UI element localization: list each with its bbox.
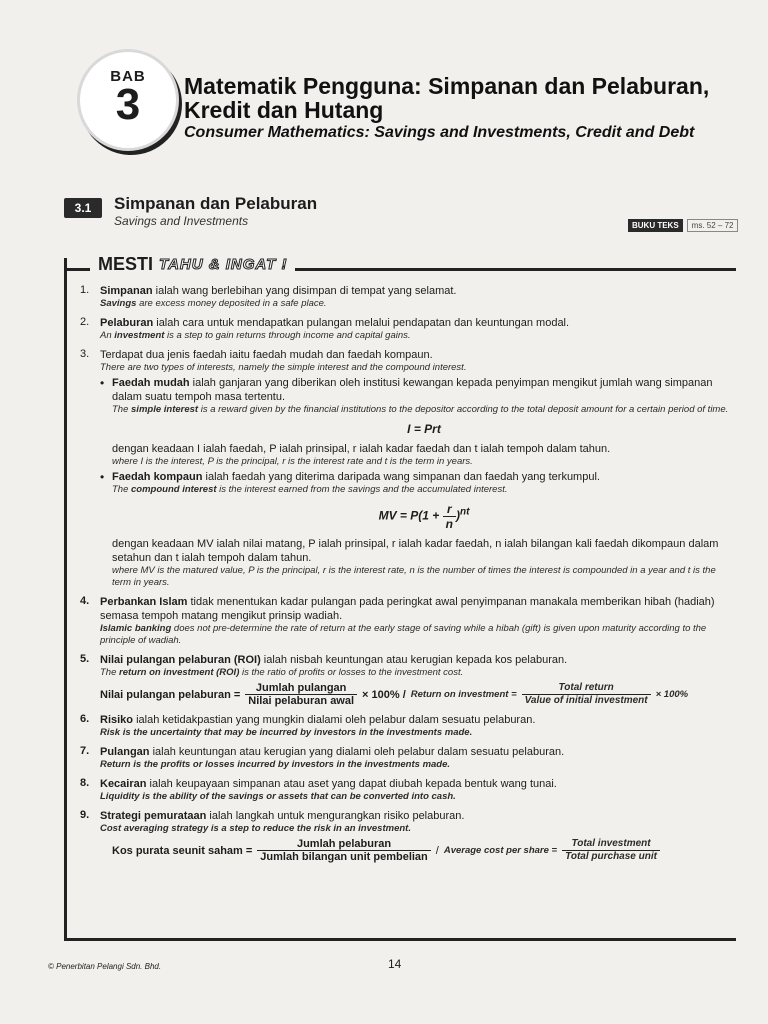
simple-interest-formula: I = Prt [407, 422, 441, 436]
formula-explanation-en: where MV is the matured value, P is the principal, r is the interest rate, n is the number of times the interest is compounded in a year and t is the term in years. [112, 565, 716, 588]
definition-en: is a step to reduce the risk in an investment. [208, 823, 411, 834]
formula-multiplier-en: × 100% [655, 688, 689, 700]
list-item [72, 713, 736, 739]
fraction-denominator: Value of initial investment [524, 695, 648, 706]
item-number: 7. [80, 745, 90, 757]
formula-label: Kos purata seunit saham = [112, 844, 253, 857]
term-en: Cost averaging strategy [100, 823, 209, 834]
definition-en: are excess money deposited in a safe place. [136, 298, 327, 309]
term: Simpanan [100, 285, 153, 297]
chapter-title-ms [184, 74, 709, 122]
item-number: 9. [80, 809, 90, 821]
cost-averaging-formula [112, 838, 736, 863]
term: Kecairan [100, 778, 147, 790]
term: Risiko [100, 714, 134, 726]
chapter-title-line1: Matematik Pengguna: Simpanan dan Pelaburan, [184, 73, 710, 99]
item-number: 3. [80, 348, 90, 360]
definition-en: is the profits or losses incurred by investors in the investments made. [130, 759, 451, 770]
definition-en-prefix: The [112, 404, 132, 415]
chapter-badge [80, 52, 176, 148]
formula-open: (1 + [418, 508, 443, 523]
list-item [72, 595, 736, 647]
fraction-numerator: Total investment [562, 838, 660, 851]
item-number: 8. [80, 777, 90, 789]
term-en: return on investment (ROI) [119, 667, 240, 678]
roi-formula [100, 682, 736, 707]
list-item [72, 348, 736, 589]
item-number: 4. [80, 595, 90, 607]
section-subtitle: Savings and Investments [114, 214, 249, 228]
term-en: compound interest [131, 484, 217, 495]
formula-label-en: Average cost per share = [443, 844, 558, 856]
definition-en-prefix: The [100, 667, 120, 678]
list-item [72, 777, 736, 803]
notes-list [72, 284, 736, 869]
definition-en: is the ratio of profits or losses to the investment cost. [239, 667, 464, 678]
term-en: Risk [100, 727, 121, 738]
definition-en: is the ability of the savings or assets that can be converted into cash. [139, 791, 456, 802]
section-number: 3.1 [64, 198, 102, 218]
definition-en: is a step to gain returns through income and capital gains. [164, 330, 411, 341]
list-item [72, 809, 736, 863]
formula-label: Nilai pulangan pelaburan = [100, 688, 241, 701]
textbook-reference [628, 219, 738, 232]
definition-ms: ialah faedah yang diterima daripada wang simpanan dan faedah yang terkumpul. [202, 471, 600, 483]
mesti-label: MESTI [98, 254, 154, 274]
fraction-denominator: Total purchase unit [565, 851, 657, 862]
item-number: 6. [80, 713, 90, 725]
definition-ms: ialah keuntungan atau kerugian yang dialami oleh pelabur dalam sesuatu pelaburan. [149, 746, 565, 758]
box-bottom-border [64, 938, 736, 941]
definition-ms: ialah nisbah keuntungan atau kerugian kepada kos pelaburan. [260, 654, 568, 666]
term: Pelaburan [100, 317, 154, 329]
definition-en-prefix: An [100, 330, 115, 341]
fraction-denominator: n [445, 517, 453, 531]
box-left-border [64, 258, 67, 938]
definition-ms: ialah keupayaan simpanan atau aset yang dapat diubah kepada bentuk wang tunai. [146, 778, 557, 790]
definition-ms: ialah langkah untuk mengurangkan risiko pelaburan. [206, 810, 465, 822]
bullet-simple-interest [100, 376, 736, 468]
item-number: 2. [80, 316, 90, 328]
formula-fraction-en [522, 682, 651, 707]
formula-multiplier: × 100% / [362, 688, 406, 701]
definition-ms: ialah ketidakpastian yang mungkin dialami oleh pelabur dalam sesuatu pelaburan. [133, 714, 536, 726]
definition-en: is the uncertainty that may be incurred by investors in the investments made. [120, 727, 473, 738]
term-en: Islamic banking [100, 623, 172, 634]
formula-close: ) [455, 508, 460, 523]
term: Faedah kompaun [112, 471, 203, 483]
formula-fraction-en [562, 838, 660, 863]
term-en: simple interest [131, 404, 199, 415]
definition-ms: ialah cara untuk mendapatkan pulangan melalui pendapatan dan keuntungan modal. [153, 317, 570, 329]
page-number: 14 [388, 957, 402, 971]
list-item [72, 653, 736, 707]
list-item [72, 284, 736, 310]
chapter-title-line2: Kredit dan Hutang [184, 97, 384, 123]
definition-ms: Terdapat dua jenis faedah iaitu faedah mudah dan faedah kompaun. [100, 349, 433, 361]
section-title: Simpanan dan Pelaburan [114, 194, 318, 213]
definition-en: is the interest earned from the savings and the accumulated interest. [216, 484, 508, 495]
fraction-denominator: Nilai pelaburan awal [248, 695, 355, 707]
formula-label-en: Return on investment = [410, 688, 517, 700]
list-item [72, 745, 736, 771]
item-number: 1. [80, 284, 90, 296]
compound-interest-formula [112, 502, 736, 531]
definition-ms: tidak menentukan kadar pulangan pada peringkat awal penyimpanan manakala memberikan hibah (hadiah) semasa tempoh matang mengikut prinsip wadiah. [100, 596, 715, 622]
tahu-ingat-label: TAHU & INGAT ! [159, 256, 288, 273]
definition-en: does not pre-determine the rate of return at the early stage of saving while a hibah (gift) is given upon maturity according to the principle of wadiah. [100, 623, 707, 646]
item-number: 5. [80, 653, 90, 665]
term: Pulangan [100, 746, 150, 758]
bullet-compound-interest [100, 470, 736, 589]
publisher-footer: © Penerbitan Pelangi Sdn. Bhd. [48, 962, 162, 971]
term: Faedah mudah [112, 377, 190, 389]
formula-fraction [245, 682, 357, 707]
fraction-numerator: Jumlah pelaburan [257, 838, 430, 851]
term: Perbankan Islam [100, 596, 188, 608]
definition-en: is a reward given by the financial institutions to the depositor according to the total deposit amount for a certain period of time. [198, 404, 729, 415]
textbook-label: BUKU TEKS [628, 219, 683, 232]
term: Strategi pemurataan [100, 810, 207, 822]
formula-separator: / [435, 844, 439, 857]
fraction-numerator: Jumlah pulangan [245, 682, 357, 695]
fraction-numerator: Total return [522, 682, 651, 695]
definition-ms: ialah ganjaran yang diberikan oleh institusi kewangan kepada penyimpan mengikut jumlah wang simpanan dalam suatu tempoh masa tertentu. [112, 377, 713, 403]
formula-explanation-ms: dengan keadaan MV ialah nilai matang, P ialah prinsipal, r ialah kadar faedah, n ialah bilangan kali faedah dikompaun dalam setahun dan t ialah tempoh dalam tahun. [112, 538, 719, 564]
formula-explanation-en: where I is the interest, P is the principal, r is the interest rate and t is the term in years. [112, 456, 473, 467]
formula-fraction [443, 502, 456, 531]
formula-explanation-ms: dengan keadaan I ialah faedah, P ialah prinsipal, r ialah kadar faedah dan t ialah tempoh dalam tahun. [112, 443, 611, 455]
list-item [72, 316, 736, 342]
term-en: Savings [100, 298, 137, 309]
textbook-pages: ms. 52 – 72 [687, 219, 739, 232]
box-heading [90, 254, 295, 275]
chapter-label: BAB [110, 68, 146, 85]
formula-fraction [257, 838, 430, 863]
chapter-title-en: Consumer Mathematics: Savings and Investments, Credit and Debt [184, 124, 695, 141]
fraction-numerator: r [443, 502, 456, 517]
term-en: investment [114, 330, 165, 341]
fraction-denominator: Jumlah bilangan unit pembelian [260, 851, 428, 863]
chapter-number: 3 [115, 80, 141, 129]
term-en: Return [100, 759, 131, 770]
term-en: Liquidity [100, 791, 140, 802]
term: Nilai pulangan pelaburan (ROI) [100, 654, 261, 666]
formula-left: MV = P [378, 508, 419, 523]
definition-ms: ialah wang berlebihan yang disimpan di tempat yang selamat. [152, 285, 457, 297]
definition-en-prefix: The [112, 484, 132, 495]
definition-en: There are two types of interests, namely the simple interest and the compound interest. [100, 362, 467, 373]
formula-exponent: nt [459, 506, 470, 518]
